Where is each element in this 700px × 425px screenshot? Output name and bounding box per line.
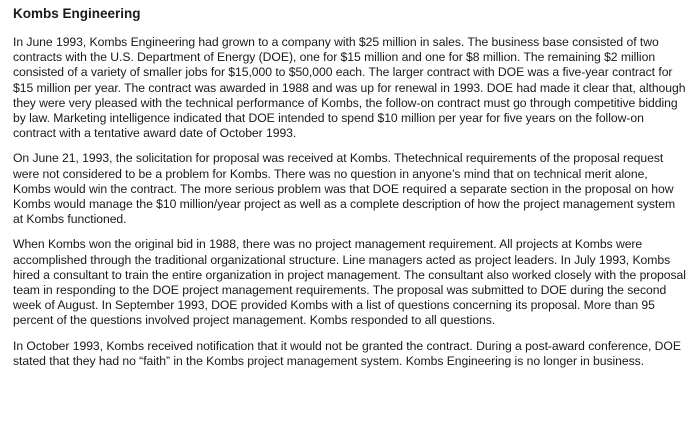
paragraph-1: In June 1993, Kombs Engineering had grown to a company with $25 million in sales. The business base consisted of two contracts with the U.S. Department of Energy (DOE), one for $15 million and one for $8 million. The remaining $2 million consisted of a variety of smaller jobs for $15,000 to $50,000 each. The larger contract with DOE was a five-year contract for $15 million per year. The contract was awarded in 1988 and was up for renewal in 1993. DOE had made it clear that, although they were very pleased with the technical performance of Kombs, the follow-on contract must go through competitive bidding by law. Marketing intelligence indicated that DOE intended to spend $10 million per year for five years on the follow-on contract with a tentative award date of October 1993. [13, 35, 686, 141]
paragraph-2: On June 21, 1993, the solicitation for proposal was received at Kombs. Thetechnical requirements of the proposal request were not considered to be a problem for Kombs. There was no question in anyone’s mind that on technical merit alone, Kombs would win the contract. The more serious problem was that DOE required a separate section in the proposal on how Kombs would manage the $10 million/year project as well as a complete description of how the project management system at Kombs functioned. [13, 151, 676, 227]
paragraph-3: When Kombs won the original bid in 1988, there was no project management requirement. All projects at Kombs were accomplished through the traditional organizational structure. Line managers acted as project leaders. In July 1993, Kombs hired a consultant to train the entire organization in project management. The consultant also worked closely with the proposal team in responding to the DOE project management requirements. The proposal was submitted to DOE during the second week of August. In September 1993, DOE provided Kombs with a list of questions concerning its proposal. More than 95 percent of the questions involved project management. Kombs responded to all questions. [13, 237, 686, 328]
paragraph-4: In October 1993, Kombs received notification that it would not be granted the contract. During a post-award conference, DOE stated that they had no “faith” in the Kombs project management system. Kombs Engineering is no longer in business. [13, 338, 681, 368]
document-title: Kombs Engineering [13, 6, 141, 21]
